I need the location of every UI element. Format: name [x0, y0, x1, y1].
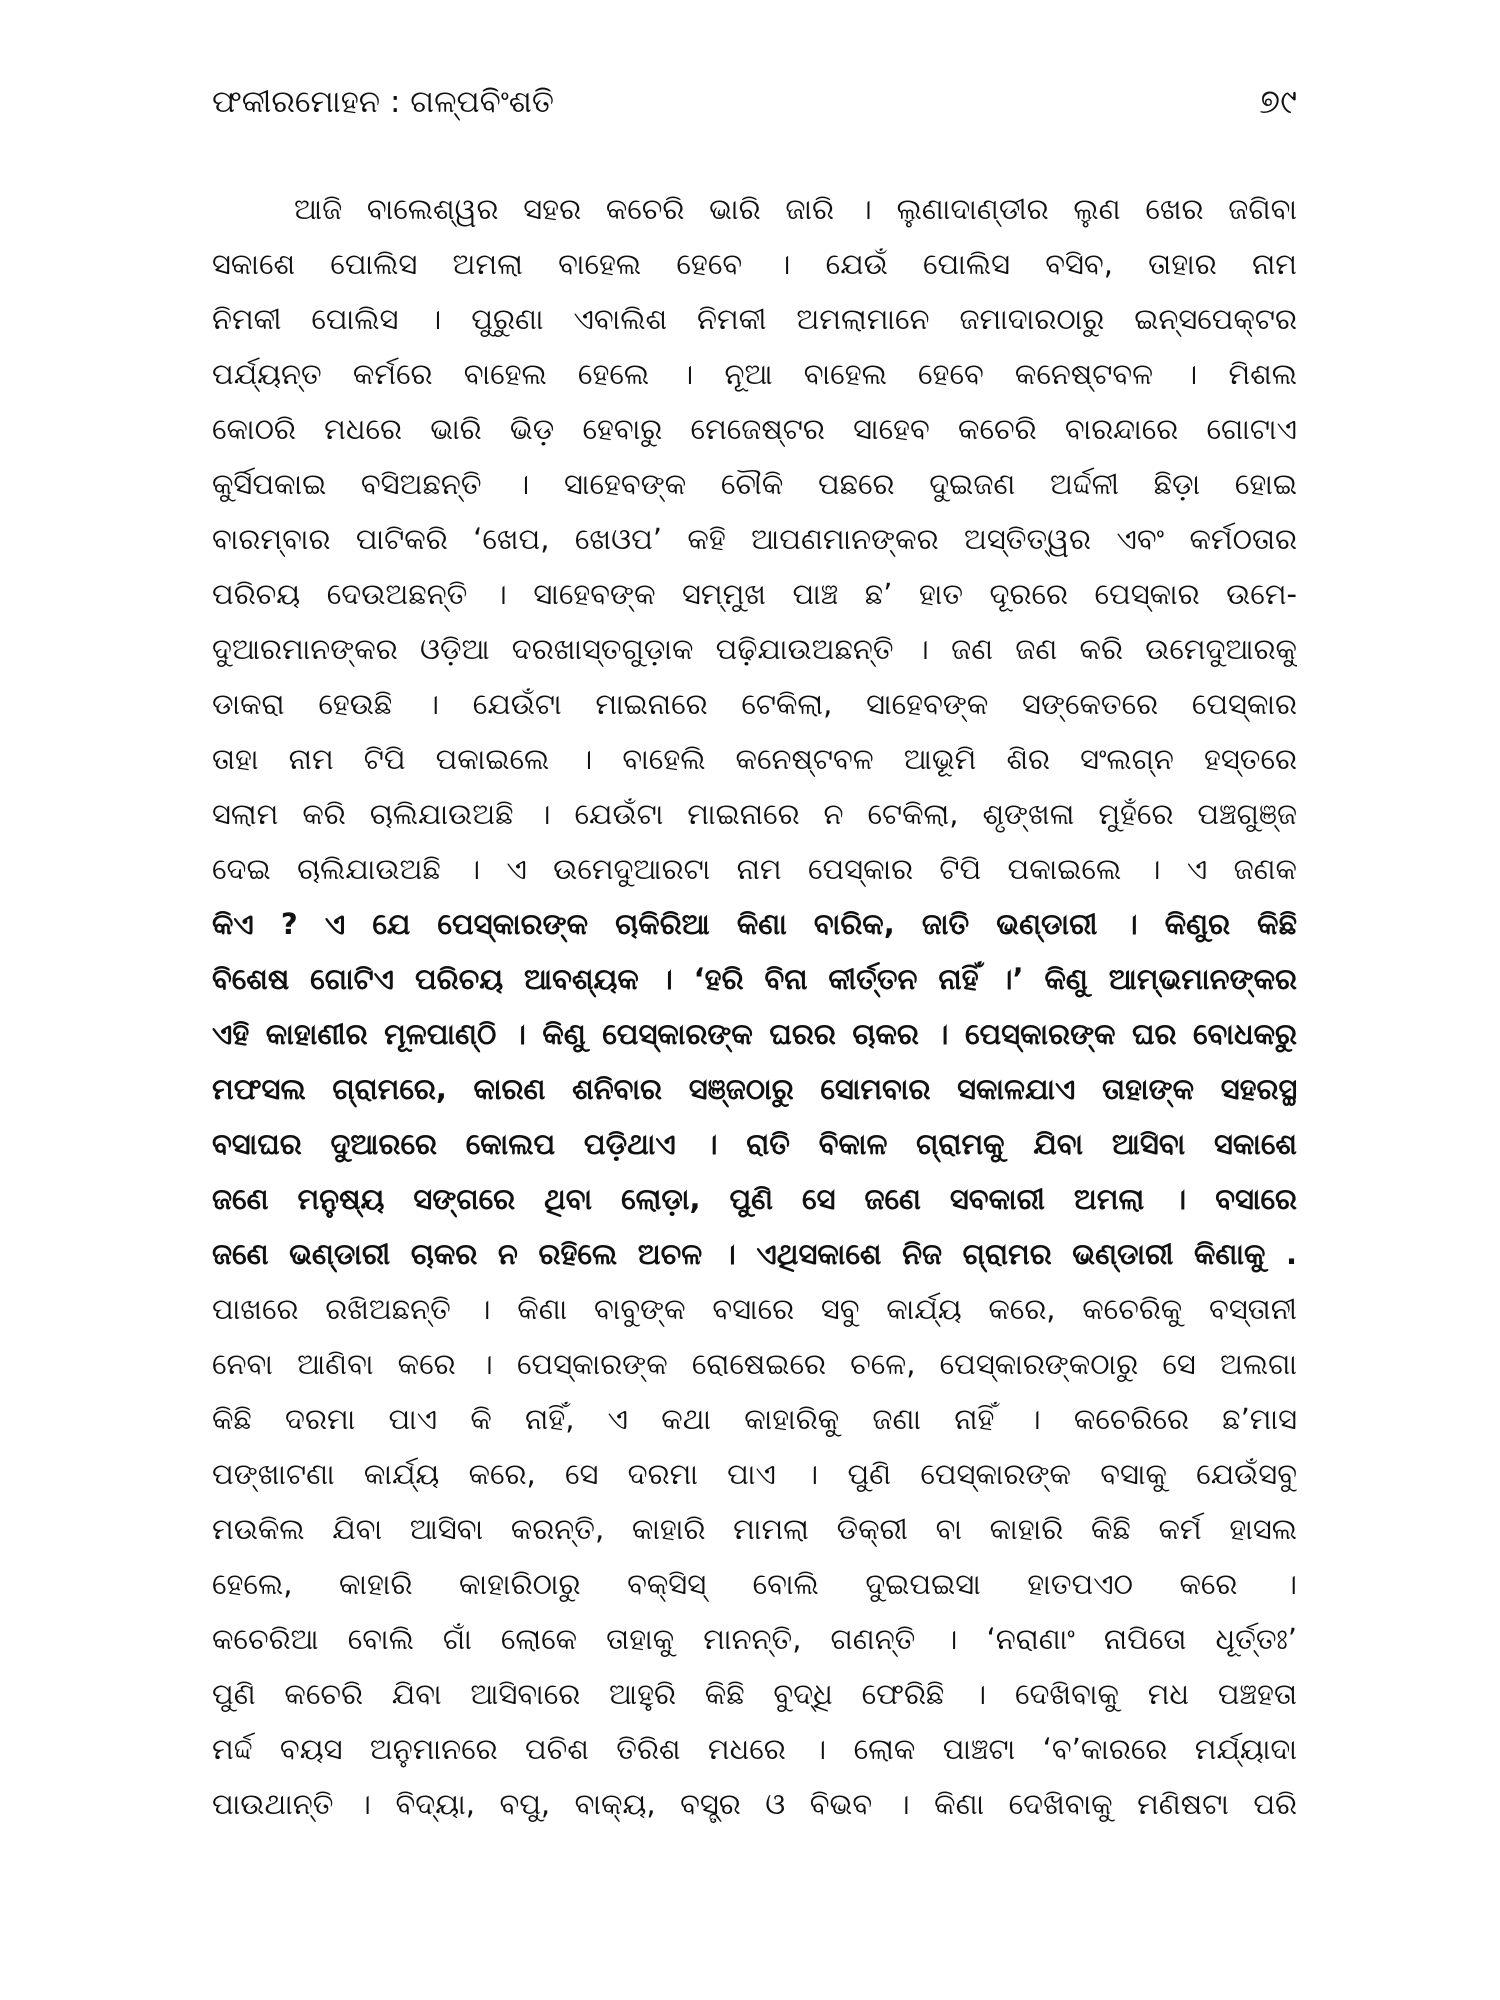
text-line: ନିମକୀ ପୋଲିସ । ପୁରୁଣା ଏବାଲିଶ ନିମକୀ ଅମଲାମାନେ ଜମାଦାରଠାରୁ ଇନ୍‌ସପେକ୍ଟର	[212, 302, 1297, 336]
text-line: ଦୁଆରମାନଙ୍କର ଓଡ଼ିଆ ଦରଖାସ୍ତଗୁଡ଼ାକ ପଢ଼ିଯାଉଅଛନ୍ତି । ଜଣ ଜଣ କରି ଉମେଦୁଆରକୁ	[212, 632, 1297, 666]
text-line: ପୁଣି କଚେରି ଯିବା ଆସିବାରେ ଆହୁରି କିଛି ବୁଦ୍ଧି ଫେରିଛି । ଦେଖିବାକୁ ମଧ ପଞ୍ଚହତା	[212, 1677, 1297, 1711]
text-line: ପାଉଥାନ୍ତି । ବିଦ୍ୟା, ବପୁ, ବାକ୍ୟ, ବସ୍ତ୍ର ଓ ବିଭବ । କିଣା ଦେଖିବାକୁ ମଣିଷଟା ପରି	[212, 1787, 1297, 1821]
text-line: ବସାଘର ଦୁଆରରେ କୋଲପ ପଡ଼ିଥାଏ । ରାତି ବିକାଳ ଗ୍ରାମକୁ ଯିବା ଆସିବା ସକାଶେ	[212, 1127, 1297, 1161]
running-title: ଫକୀରମୋହନ : ଗଳ୍ପବିଂଶତି	[212, 83, 554, 120]
text-line: ଡାକରା ହେଉଛି । ଯେଉଁଟା ମାଇନାରେ ଟେକିଲା, ସାହେବଙ୍କ ସଙ୍କେତରେ ପେସ୍କାର	[212, 687, 1297, 721]
text-line: ମର୍ଦ୍ଦ ବୟସ ଅନୁମାନରେ ପଚିଶ ତିରିଶ ମଧରେ । ଲୋକ ପାଞ୍ଚଟା ‘ବ’କାରରେ ମର୍ଯ୍ୟାଦା	[212, 1732, 1297, 1766]
text-line: କିଛି ଦରମା ପାଏ କି ନାହିଁ, ଏ କଥା କାହାରିକୁ ଜଣା ନାହିଁ । କଚେରିରେ ଛ’ମାସ	[212, 1402, 1297, 1436]
text-line: ତାହା ନାମ ଟିପି ପକାଇଲେ । ବାହେଲି କନେଷ୍ଟବଳ ଆଭୂମି ଶିର ସଂଲଗ୍ନ ହସ୍ତରେ	[212, 742, 1297, 776]
text-line: ସଲାମ କରି ଚାଲିଯାଉଅଛି । ଯେଉଁଟା ମାଇନାରେ ନ ଟେକିଲା, ଶୃଙ୍ଖଳା ମୁହଁରେ ପଞ୍ଚଗୁଞ୍ଜ	[212, 797, 1297, 831]
text-line: ବିଶେଷ ଗୋଟିଏ ପରିଚୟ ଆବଶ୍ୟକ । ‘ହରି ବିନା କୀର୍ତ୍ତନ ନାହିଁ ।’ କିଣୁ ଆମ୍ଭମାନଙ୍କର	[212, 962, 1297, 996]
page-number: ୭୯	[1259, 82, 1297, 122]
text-line: ମଫସଲ ଗ୍ରାମରେ, କାରଣ ଶନିବାର ସଞ୍ଜଠାରୁ ସୋମବାର ସକାଳଯାଏ ତାହାଙ୍କ ସହରସ୍ଥ	[212, 1072, 1297, 1106]
text-line: ପରିଚୟ ଦେଉଅଛନ୍ତି । ସାହେବଙ୍କ ସମ୍ମୁଖ ପାଞ୍ଚ ଛ’ ହାତ ଦୂରରେ ପେସ୍କାର ଉମେ-	[212, 577, 1297, 611]
text-line: ପର୍ଯ୍ୟନ୍ତ କର୍ମରେ ବାହେଲ ହେଲେ । ନୂଆ ବାହେଲ ହେବେ କନେଷ୍ଟବଳ । ମିଶଲ	[212, 357, 1297, 391]
text-line: ପଙ୍ଖାଟଣା କାର୍ଯ୍ୟ କରେ, ସେ ଦରମା ପାଏ । ପୁଣି ପେସ୍କାରଙ୍କ ବସାକୁ ଯେଉଁସବୁ	[212, 1457, 1297, 1491]
text-line: କୁର୍ସିପକାଇ ବସିଅଛନ୍ତି । ସାହେବଙ୍କ ଚୌକି ପଛରେ ଦୁଇଜଣ ଅର୍ଦ୍ଦଳୀ ଛିଡ଼ା ହୋଇ	[212, 467, 1297, 501]
text-line: ଜଣେ ମନୁଷ୍ୟ ସଙ୍ଗରେ ଥିବା ଲୋଡ଼ା, ପୁଣି ସେ ଜଣେ ସବକାରୀ ଅମଲା । ବସାରେ	[212, 1182, 1297, 1216]
text-line: କୋଠରି ମଧରେ ଭାରି ଭିଡ଼ ହେବାରୁ ମେଜେଷ୍ଟର ସାହେବ କଚେରି ବାରନ୍ଦାରେ ଗୋଟାଏ	[212, 412, 1297, 446]
text-line: ଜଣେ ଭଣ୍ଡାରୀ ଚାକର ନ ରହିଲେ ଅଚଳ । ଏଥିସକାଶେ ନିଜ ଗ୍ରାମର ଭଣ୍ଡାରୀ କିଣାକୁ .	[212, 1237, 1297, 1271]
text-line: ମଉକିଲ ଯିବା ଆସିବା କରନ୍ତି, କାହାରି ମାମଲା ଡିକ୍ରୀ ବା କାହାରି କିଛି କର୍ମ ହାସଲ	[212, 1512, 1297, 1546]
text-line: କଚେରିଆ ବୋଲି ଗାଁ ଲୋକେ ତାହାକୁ ମାନନ୍ତି, ଗଣନ୍ତି । ‘ନରାଣାଂ ନାପିତୋ ଧୂର୍ତ୍ତଃ’	[212, 1622, 1297, 1656]
text-line: ଏହି କାହାଣୀର ମୂଳପାଣ୍ଠି । କିଣୁ ପେସ୍କାରଙ୍କ ଘରର ଚାକର । ପେସ୍କାରଙ୍କ ଘର ବୋଧକରୁ	[212, 1017, 1297, 1051]
text-line: ହେଲେ, କାହାରି କାହାରିଠାରୁ ବକ୍‌ସିସ୍ ବୋଲି ଦୁଇପଇସା ହାତପଏଠ କରେ ।	[212, 1567, 1297, 1601]
text-line: ବାରମ୍ବାର ପାଟିକରି ‘ଖେପ, ଖେଓପ’ କହି ଆପଣମାନଙ୍କର ଅସ୍ତିତ୍ୱର ଏବଂ କର୍ମଠତାର	[212, 522, 1297, 556]
text-line: ନେବା ଆଣିବା କରେ । ପେସ୍କାରଙ୍କ ରୋଷେଇରେ ଚଳେ, ପେସ୍କାରଙ୍କଠାରୁ ସେ ଅଲଗା	[212, 1347, 1297, 1381]
text-line: କିଏ ? ଏ ଯେ ପେସ୍କାରଙ୍କ ଚାକିରିଆ କିଣା ବାରିକ, ଜାତି ଭଣ୍ଡାରୀ । କିଣୁର କିଛି	[212, 907, 1297, 941]
text-line: ଆଜି ବାଲେଶ୍ୱର ସହର କଚେରି ଭାରି ଜାରି । ଲୁଣାଦାଣ୍ଡୀର ଲୁଣ ଖେର ଜଗିବା	[294, 192, 1297, 226]
text-line: ସକାଶେ ପୋଲିସ ଅମଲା ବାହେଲ ହେବେ । ଯେଉଁ ପୋଲିସ ବସିବ, ତାହାର ନାମ	[212, 247, 1297, 281]
text-line: ଦେଇ ଚାଲିଯାଉଅଛି । ଏ ଉମେଦୁଆରଟା ନାମ ପେସ୍କାର ଟିପି ପକାଇଲେ । ଏ ଜଣକ	[212, 852, 1297, 886]
text-line: ପାଖରେ ରଖିଅଛନ୍ତି । କିଣା ବାବୁଙ୍କ ବସାରେ ସବୁ କାର୍ଯ୍ୟ କରେ, କଚେରିକୁ ବସ୍ତାନୀ	[212, 1292, 1297, 1326]
running-head	[212, 78, 1297, 126]
body-text	[212, 182, 1297, 1832]
